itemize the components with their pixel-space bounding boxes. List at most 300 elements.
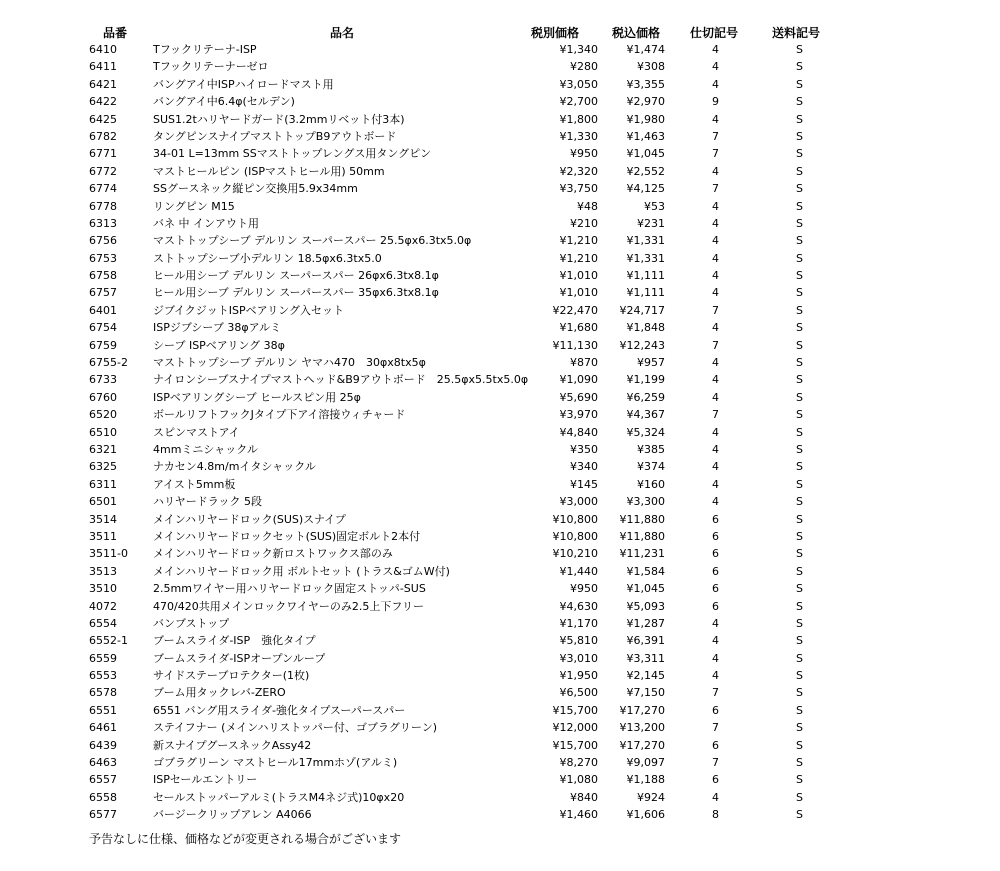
table-row bbox=[0, 215, 1000, 232]
shipping-code: S bbox=[796, 338, 803, 352]
item-code: 6425 bbox=[89, 112, 117, 126]
item-name: シーブ ISPベアリング 38φ bbox=[153, 338, 285, 352]
price-in-tax: ¥3,355 bbox=[626, 77, 665, 91]
table-row bbox=[0, 232, 1000, 249]
price-in-tax: ¥1,287 bbox=[626, 616, 665, 630]
shipping-code: S bbox=[796, 477, 803, 491]
price-in-tax: ¥2,970 bbox=[626, 95, 665, 109]
price-ex-tax: ¥1,950 bbox=[559, 669, 598, 683]
price-in-tax: ¥4,367 bbox=[626, 408, 665, 422]
table-row bbox=[0, 163, 1000, 180]
shikiri-code: 4 bbox=[712, 390, 719, 404]
item-code: 6558 bbox=[89, 790, 117, 804]
table-row bbox=[0, 771, 1000, 788]
shikiri-code: 4 bbox=[712, 321, 719, 335]
price-in-tax: ¥6,259 bbox=[626, 390, 665, 404]
item-name: アイスト5mm板 bbox=[153, 477, 236, 491]
price-ex-tax: ¥1,170 bbox=[559, 616, 598, 630]
item-name: 34-01 L=13mm SSマストトップレングス用タングピン bbox=[153, 147, 432, 161]
shikiri-code: 4 bbox=[712, 669, 719, 683]
shikiri-code: 7 bbox=[712, 182, 719, 196]
shikiri-code: 6 bbox=[712, 564, 719, 578]
table-row bbox=[0, 198, 1000, 215]
item-name: ISPセールエントリー bbox=[153, 773, 258, 787]
price-ex-tax: ¥950 bbox=[570, 582, 598, 596]
price-ex-tax: ¥2,320 bbox=[559, 164, 598, 178]
shikiri-code: 4 bbox=[712, 651, 719, 665]
table-row bbox=[0, 93, 1000, 110]
table-row bbox=[0, 563, 1000, 580]
shikiri-code: 9 bbox=[712, 95, 719, 109]
price-in-tax: ¥1,980 bbox=[626, 112, 665, 126]
item-name: バングアイ中6.4φ(セルデン) bbox=[153, 95, 295, 109]
item-name: バングアイ中ISPハイロードマスト用 bbox=[153, 77, 334, 91]
item-name: Tフックリテーナーゼロ bbox=[153, 60, 269, 74]
price-in-tax: ¥1,474 bbox=[626, 43, 665, 56]
item-code: 6421 bbox=[89, 77, 117, 91]
shipping-code: S bbox=[796, 547, 803, 561]
shikiri-code: 7 bbox=[712, 338, 719, 352]
table-row bbox=[0, 267, 1000, 284]
price-in-tax: ¥1,111 bbox=[626, 286, 665, 300]
price-ex-tax: ¥1,680 bbox=[559, 321, 598, 335]
item-name: メインハリヤードロック用 ボルトセット (トラス&ゴムW付) bbox=[153, 564, 450, 578]
price-in-tax: ¥2,552 bbox=[626, 164, 665, 178]
item-code: 6778 bbox=[89, 199, 117, 213]
price-in-tax: ¥17,270 bbox=[619, 703, 665, 717]
table-row bbox=[0, 806, 1000, 823]
header-price-in: 税込価格 bbox=[612, 26, 661, 40]
shipping-code: S bbox=[796, 164, 803, 178]
table-row bbox=[0, 319, 1000, 336]
item-name: SSグースネック縦ピン交換用5.9x34mm bbox=[153, 182, 358, 196]
table-row bbox=[0, 580, 1000, 597]
shikiri-code: 4 bbox=[712, 634, 719, 648]
price-ex-tax: ¥145 bbox=[570, 477, 598, 491]
shikiri-code: 7 bbox=[712, 756, 719, 770]
price-in-tax: ¥3,300 bbox=[626, 495, 665, 509]
item-code: 6410 bbox=[89, 43, 117, 56]
price-in-tax: ¥1,045 bbox=[626, 147, 665, 161]
price-in-tax: ¥9,097 bbox=[626, 756, 665, 770]
table-row bbox=[0, 458, 1000, 475]
item-code: 6760 bbox=[89, 390, 117, 404]
table-row bbox=[0, 528, 1000, 545]
price-ex-tax: ¥22,470 bbox=[552, 303, 598, 317]
price-in-tax: ¥5,324 bbox=[626, 425, 665, 439]
item-name: サイドステーブロテクター(1枚) bbox=[153, 669, 310, 683]
price-in-tax: ¥1,463 bbox=[626, 129, 665, 143]
shipping-code: S bbox=[796, 564, 803, 578]
item-name: ハリヤードラック 5段 bbox=[153, 495, 263, 509]
price-ex-tax: ¥15,700 bbox=[552, 703, 598, 717]
item-code: 6757 bbox=[89, 286, 117, 300]
item-name: バンブストップ bbox=[153, 616, 230, 630]
table-row bbox=[0, 354, 1000, 371]
shikiri-code: 4 bbox=[712, 425, 719, 439]
item-code: 6774 bbox=[89, 182, 117, 196]
price-in-tax: ¥1,111 bbox=[626, 269, 665, 283]
price-in-tax: ¥11,880 bbox=[619, 512, 665, 526]
table-row bbox=[0, 371, 1000, 388]
price-in-tax: ¥231 bbox=[637, 216, 665, 230]
shipping-code: S bbox=[796, 425, 803, 439]
item-code: 6461 bbox=[89, 721, 117, 735]
price-in-tax: ¥5,093 bbox=[626, 599, 665, 613]
table-row bbox=[0, 632, 1000, 649]
shipping-code: S bbox=[796, 95, 803, 109]
shipping-code: S bbox=[796, 634, 803, 648]
shikiri-code: 6 bbox=[712, 773, 719, 787]
table-row bbox=[0, 476, 1000, 493]
item-code: 6313 bbox=[89, 216, 117, 230]
price-ex-tax: ¥870 bbox=[570, 356, 598, 370]
table-row bbox=[0, 250, 1000, 267]
price-ex-tax: ¥10,800 bbox=[552, 512, 598, 526]
table-row bbox=[0, 598, 1000, 615]
table-row bbox=[0, 493, 1000, 510]
price-ex-tax: ¥1,800 bbox=[559, 112, 598, 126]
shipping-code: S bbox=[796, 616, 803, 630]
item-code: 6553 bbox=[89, 669, 117, 683]
item-code: 3513 bbox=[89, 564, 117, 578]
item-name: Tフックリテーナ-ISP bbox=[153, 43, 257, 56]
item-name: タングピンスナイプマストトップB9アウトボード bbox=[153, 129, 397, 143]
item-code: 6401 bbox=[89, 303, 117, 317]
price-in-tax: ¥308 bbox=[637, 60, 665, 74]
shipping-code: S bbox=[796, 390, 803, 404]
shikiri-code: 4 bbox=[712, 269, 719, 283]
item-code: 6759 bbox=[89, 338, 117, 352]
table-row bbox=[0, 145, 1000, 162]
price-ex-tax: ¥3,970 bbox=[559, 408, 598, 422]
price-ex-tax: ¥1,460 bbox=[559, 808, 598, 822]
shipping-code: S bbox=[796, 373, 803, 387]
table-row bbox=[0, 545, 1000, 562]
item-code: 6501 bbox=[89, 495, 117, 509]
price-in-tax: ¥3,311 bbox=[626, 651, 665, 665]
shikiri-code: 4 bbox=[712, 199, 719, 213]
shipping-code: S bbox=[796, 43, 803, 56]
table-row bbox=[0, 337, 1000, 354]
header-shikiri: 仕切記号 bbox=[690, 26, 739, 40]
item-name: リングピン M15 bbox=[153, 199, 235, 213]
item-name: ISPジブシーブ 38φアルミ bbox=[153, 321, 282, 335]
table-row bbox=[0, 650, 1000, 667]
shikiri-code: 6 bbox=[712, 512, 719, 526]
price-in-tax: ¥7,150 bbox=[626, 686, 665, 700]
shikiri-code: 4 bbox=[712, 112, 719, 126]
shipping-code: S bbox=[796, 669, 803, 683]
table-row bbox=[0, 684, 1000, 701]
item-name: ストトップシーブ小デルリン 18.5φx6.3tx5.0 bbox=[153, 251, 382, 265]
price-ex-tax: ¥8,270 bbox=[559, 756, 598, 770]
item-name: ヒール用シーブ デルリン スーパースパー 26φx6.3tx8.1φ bbox=[153, 269, 439, 283]
item-code: 6551 bbox=[89, 703, 117, 717]
item-name: 4mmミニシャックル bbox=[153, 442, 258, 456]
table-row bbox=[0, 58, 1000, 75]
price-ex-tax: ¥12,000 bbox=[552, 721, 598, 735]
item-code: 6782 bbox=[89, 129, 117, 143]
shipping-code: S bbox=[796, 112, 803, 126]
item-name: メインハリヤードロック新ロストワックス部のみ bbox=[153, 547, 393, 561]
price-in-tax: ¥1,331 bbox=[626, 251, 665, 265]
shipping-code: S bbox=[796, 216, 803, 230]
price-ex-tax: ¥1,010 bbox=[559, 269, 598, 283]
price-in-tax: ¥2,145 bbox=[626, 669, 665, 683]
shikiri-code: 6 bbox=[712, 703, 719, 717]
item-code: 3511-0 bbox=[89, 547, 128, 561]
item-name: 2.5mmワイヤー用ハリヤードロック固定ストッパ-SUS bbox=[153, 582, 426, 596]
price-ex-tax: ¥1,440 bbox=[559, 564, 598, 578]
price-ex-tax: ¥3,050 bbox=[559, 77, 598, 91]
shikiri-code: 4 bbox=[712, 477, 719, 491]
shikiri-code: 4 bbox=[712, 373, 719, 387]
price-ex-tax: ¥280 bbox=[570, 60, 598, 74]
item-name: メインハリヤードロック(SUS)スナイプ bbox=[153, 512, 346, 526]
price-in-tax: ¥957 bbox=[637, 356, 665, 370]
price-in-tax: ¥6,391 bbox=[626, 634, 665, 648]
shikiri-code: 4 bbox=[712, 234, 719, 248]
item-name: マストトップシーブ デルリン スーパースパー 25.5φx6.3tx5.0φ bbox=[153, 234, 472, 248]
shipping-code: S bbox=[796, 251, 803, 265]
price-ex-tax: ¥4,840 bbox=[559, 425, 598, 439]
price-ex-tax: ¥350 bbox=[570, 442, 598, 456]
item-name: ブームスライダ-ISPオープンループ bbox=[153, 651, 326, 665]
footer-note: 予告なしに仕様、価格などが変更される場合がございます bbox=[89, 832, 402, 846]
price-in-tax: ¥11,880 bbox=[619, 529, 665, 543]
price-ex-tax: ¥2,700 bbox=[559, 95, 598, 109]
price-in-tax: ¥1,848 bbox=[626, 321, 665, 335]
price-ex-tax: ¥950 bbox=[570, 147, 598, 161]
price-in-tax: ¥12,243 bbox=[619, 338, 665, 352]
item-code: 6411 bbox=[89, 60, 117, 74]
price-in-tax: ¥24,717 bbox=[619, 303, 665, 317]
shipping-code: S bbox=[796, 234, 803, 248]
table-row bbox=[0, 441, 1000, 458]
shipping-code: S bbox=[796, 182, 803, 196]
shipping-code: S bbox=[796, 599, 803, 613]
price-in-tax: ¥160 bbox=[637, 477, 665, 491]
item-name: ステイフナー (メインハリストッパー付、ゴブラグリーン) bbox=[153, 721, 437, 735]
item-code: 4072 bbox=[89, 599, 117, 613]
shipping-code: S bbox=[796, 651, 803, 665]
item-name: ナイロンシーブスナイプマストヘッド&B9アウトボード 25.5φx5.5tx5.0φ bbox=[153, 373, 529, 387]
shipping-code: S bbox=[796, 442, 803, 456]
item-code: 6578 bbox=[89, 686, 117, 700]
table-row bbox=[0, 424, 1000, 441]
item-name: SUS1.2tハリヤードガード(3.2mmリベット付3本) bbox=[153, 112, 405, 126]
table-row bbox=[0, 41, 1000, 58]
shikiri-code: 4 bbox=[712, 164, 719, 178]
price-ex-tax: ¥48 bbox=[577, 199, 598, 213]
price-ex-tax: ¥10,800 bbox=[552, 529, 598, 543]
shipping-code: S bbox=[796, 738, 803, 752]
item-code: 6772 bbox=[89, 164, 117, 178]
table-row bbox=[0, 789, 1000, 806]
item-code: 6755-2 bbox=[89, 356, 128, 370]
item-name: 新スナイプグースネックAssy42 bbox=[153, 738, 312, 752]
shipping-code: S bbox=[796, 686, 803, 700]
item-code: 6756 bbox=[89, 234, 117, 248]
item-code: 3511 bbox=[89, 529, 117, 543]
shipping-code: S bbox=[796, 60, 803, 74]
header-soryo: 送料記号 bbox=[772, 26, 821, 40]
table-row bbox=[0, 702, 1000, 719]
shikiri-code: 8 bbox=[712, 808, 719, 822]
table-row bbox=[0, 511, 1000, 528]
shipping-code: S bbox=[796, 808, 803, 822]
item-code: 6552-1 bbox=[89, 634, 128, 648]
item-name: ジブイクジットISPベアリング入セット bbox=[153, 303, 344, 317]
item-code: 6321 bbox=[89, 442, 117, 456]
price-ex-tax: ¥11,130 bbox=[552, 338, 598, 352]
price-in-tax: ¥1,331 bbox=[626, 234, 665, 248]
price-ex-tax: ¥840 bbox=[570, 790, 598, 804]
table-row bbox=[0, 76, 1000, 93]
item-name: ボールリフトフックJタイプ下アイ溶接ウィチャード bbox=[153, 408, 406, 422]
shipping-code: S bbox=[796, 495, 803, 509]
price-ex-tax: ¥10,210 bbox=[552, 547, 598, 561]
item-name: バネ 中 インアウト用 bbox=[153, 216, 259, 230]
price-table-body bbox=[0, 41, 1000, 824]
table-row bbox=[0, 180, 1000, 197]
item-code: 6554 bbox=[89, 616, 117, 630]
shikiri-code: 6 bbox=[712, 599, 719, 613]
item-code: 6771 bbox=[89, 147, 117, 161]
shipping-code: S bbox=[796, 773, 803, 787]
item-name: 6551 バング用スライダ-強化タイプスーパースパー bbox=[153, 703, 406, 717]
item-name: ヒール用シーブ デルリン スーパースパー 35φx6.3tx8.1φ bbox=[153, 286, 439, 300]
shikiri-code: 4 bbox=[712, 495, 719, 509]
shikiri-code: 6 bbox=[712, 547, 719, 561]
item-code: 6325 bbox=[89, 460, 117, 474]
table-row bbox=[0, 615, 1000, 632]
item-name: スピンマストアイ bbox=[153, 425, 240, 439]
item-name: マストトップシーブ デルリン ヤマハ470 30φx8tx5φ bbox=[153, 356, 426, 370]
item-code: 3510 bbox=[89, 582, 117, 596]
item-code: 6733 bbox=[89, 373, 117, 387]
item-code: 6463 bbox=[89, 756, 117, 770]
price-ex-tax: ¥1,090 bbox=[559, 373, 598, 387]
shikiri-code: 6 bbox=[712, 529, 719, 543]
shipping-code: S bbox=[796, 321, 803, 335]
price-in-tax: ¥1,045 bbox=[626, 582, 665, 596]
shipping-code: S bbox=[796, 269, 803, 283]
shikiri-code: 7 bbox=[712, 686, 719, 700]
shipping-code: S bbox=[796, 77, 803, 91]
shipping-code: S bbox=[796, 512, 803, 526]
price-ex-tax: ¥3,010 bbox=[559, 651, 598, 665]
price-ex-tax: ¥1,010 bbox=[559, 286, 598, 300]
price-in-tax: ¥11,231 bbox=[619, 547, 665, 561]
header-name: 品名 bbox=[330, 26, 355, 40]
shipping-code: S bbox=[796, 756, 803, 770]
item-code: 6577 bbox=[89, 808, 117, 822]
shikiri-code: 4 bbox=[712, 77, 719, 91]
shikiri-code: 4 bbox=[712, 60, 719, 74]
table-row bbox=[0, 111, 1000, 128]
price-ex-tax: ¥1,330 bbox=[559, 129, 598, 143]
item-code: 6559 bbox=[89, 651, 117, 665]
shipping-code: S bbox=[796, 703, 803, 717]
price-ex-tax: ¥1,080 bbox=[559, 773, 598, 787]
shikiri-code: 7 bbox=[712, 303, 719, 317]
shikiri-code: 4 bbox=[712, 790, 719, 804]
shipping-code: S bbox=[796, 721, 803, 735]
price-ex-tax: ¥3,750 bbox=[559, 182, 598, 196]
price-in-tax: ¥374 bbox=[637, 460, 665, 474]
header-code: 品番 bbox=[103, 26, 128, 40]
table-row bbox=[0, 737, 1000, 754]
item-name: ISPベアリングシーブ ヒールスピン用 25φ bbox=[153, 390, 361, 404]
price-ex-tax: ¥5,690 bbox=[559, 390, 598, 404]
shipping-code: S bbox=[796, 147, 803, 161]
item-name: 470/420共用メインロックワイヤーのみ2.5上下フリー bbox=[153, 599, 424, 613]
price-ex-tax: ¥15,700 bbox=[552, 738, 598, 752]
shikiri-code: 4 bbox=[712, 43, 719, 56]
shikiri-code: 6 bbox=[712, 582, 719, 596]
shipping-code: S bbox=[796, 408, 803, 422]
price-in-tax: ¥385 bbox=[637, 442, 665, 456]
item-name: ブームスライダ-ISP 強化タイプ bbox=[153, 634, 316, 648]
price-ex-tax: ¥210 bbox=[570, 216, 598, 230]
price-in-tax: ¥1,188 bbox=[626, 773, 665, 787]
price-in-tax: ¥924 bbox=[637, 790, 665, 804]
price-in-tax: ¥1,584 bbox=[626, 564, 665, 578]
item-code: 6439 bbox=[89, 738, 117, 752]
item-name: ナカセン4.8m/mイタシャックル bbox=[153, 460, 316, 474]
shikiri-code: 4 bbox=[712, 216, 719, 230]
price-ex-tax: ¥6,500 bbox=[559, 686, 598, 700]
shikiri-code: 4 bbox=[712, 460, 719, 474]
item-code: 6520 bbox=[89, 408, 117, 422]
item-name: セールストッパーアルミ(トラスM4ネジ式)10φx20 bbox=[153, 790, 405, 804]
item-code: 6753 bbox=[89, 251, 117, 265]
shipping-code: S bbox=[796, 129, 803, 143]
item-name: メインハリヤードロックセット(SUS)固定ボルト2本付 bbox=[153, 529, 421, 543]
item-code: 6422 bbox=[89, 95, 117, 109]
item-name: バージークリップアレン A4066 bbox=[153, 808, 312, 822]
table-row bbox=[0, 406, 1000, 423]
table-row bbox=[0, 754, 1000, 771]
price-in-tax: ¥17,270 bbox=[619, 738, 665, 752]
price-in-tax: ¥53 bbox=[644, 199, 665, 213]
shipping-code: S bbox=[796, 303, 803, 317]
price-in-tax: ¥1,606 bbox=[626, 808, 665, 822]
table-row bbox=[0, 302, 1000, 319]
item-name: ゴブラグリーン マストヒール17mmホゾ(アルミ) bbox=[153, 756, 398, 770]
price-ex-tax: ¥3,000 bbox=[559, 495, 598, 509]
price-in-tax: ¥13,200 bbox=[619, 721, 665, 735]
shikiri-code: 7 bbox=[712, 721, 719, 735]
item-code: 6758 bbox=[89, 269, 117, 283]
table-row bbox=[0, 667, 1000, 684]
shikiri-code: 4 bbox=[712, 616, 719, 630]
shipping-code: S bbox=[796, 460, 803, 474]
item-code: 6510 bbox=[89, 425, 117, 439]
shipping-code: S bbox=[796, 356, 803, 370]
header-price-ex: 税別価格 bbox=[531, 26, 580, 40]
item-name: ブーム用タックレバ-ZERO bbox=[153, 686, 286, 700]
shikiri-code: 7 bbox=[712, 129, 719, 143]
price-in-tax: ¥1,199 bbox=[626, 373, 665, 387]
item-code: 6311 bbox=[89, 477, 117, 491]
price-ex-tax: ¥1,340 bbox=[559, 43, 598, 56]
item-code: 6557 bbox=[89, 773, 117, 787]
item-name: マストヒールピン (ISPマストヒール用) 50mm bbox=[153, 164, 385, 178]
shikiri-code: 4 bbox=[712, 286, 719, 300]
